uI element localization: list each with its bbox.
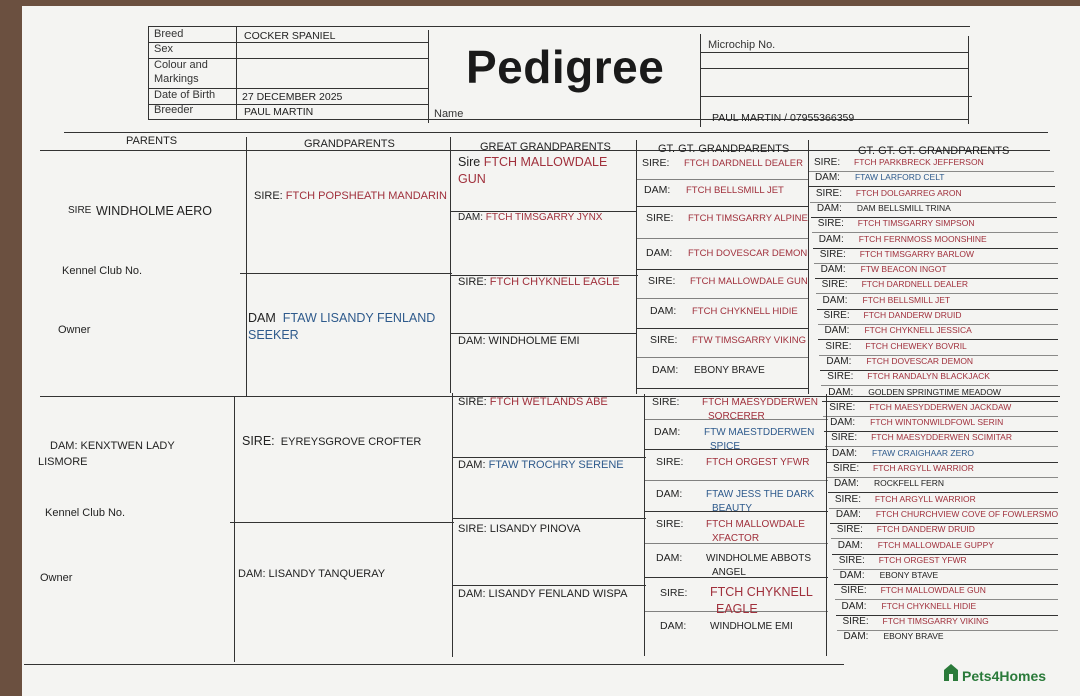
- brand-name: Pets4Homes: [962, 668, 1047, 684]
- great-row-divider: [450, 333, 636, 334]
- gt-gt-gt-grandparent-entry: DAM: FTCH MALLOWDALE GUPPY: [837, 539, 994, 551]
- gt-gt-gt-grandparent-entry: DAM: EBONY BTAVE: [839, 570, 939, 582]
- gt-gt-grandparent-entry-line-2: XFACTOR: [712, 533, 760, 544]
- dam-kennel-club-label: Kennel Club No.: [45, 507, 126, 519]
- owner-contact: PAUL MARTIN / 07955366359: [712, 112, 855, 124]
- gt-gt-grandparent-entry-line-2: EAGLE: [716, 602, 758, 616]
- gt-gt-gt-grandparent-entry: SIRE: FTCH CHEWEKY BOVRIL: [825, 340, 967, 352]
- gt-gt-grandparent-entry: SIRE: FTW TIMSGARRY VIKING: [650, 334, 807, 346]
- dob-label: Date of Birth: [154, 89, 216, 101]
- dob-value: 27 DECEMBER 2025: [242, 91, 343, 103]
- gt-gt-grandparent-entry: SIRE: FTCH MALLOWDALE: [656, 518, 805, 530]
- column-divider: [450, 137, 451, 393]
- gt-gt-gt-grandparent-entry: DAM: ROCKFELL FERN: [833, 478, 944, 490]
- col-header-parents: PARENTS: [126, 135, 178, 147]
- gt-gt-gt-grandparent-entry: SIRE: FTCH DANDERW DRUID: [836, 524, 975, 536]
- gt-gt-gt-grandparent-entry: DAM: EBONY BRAVE: [843, 631, 944, 643]
- breed-value: COCKER SPANIEL: [244, 30, 336, 42]
- gt-gt-grandparent-entry: DAM: FTAW JESS THE DARK: [656, 488, 815, 500]
- header-title-right-border: [700, 34, 701, 127]
- dam-owner-label: Owner: [40, 572, 73, 584]
- column-divider: [808, 140, 809, 394]
- header-row-line: [700, 68, 968, 69]
- header-right-border: [968, 36, 969, 124]
- gt-gt-gt-grandparent-entry: SIRE: FTCH MAESYDDERWEN JACKDAW: [829, 401, 1012, 413]
- gt-gt-grandparent-entry: DAM: FTCH CHYKNELL HIDIE: [650, 305, 798, 317]
- gt-gt-grandparent-entry: SIRE: FTCH ORGEST YFWR: [656, 456, 810, 468]
- table-top-border: [64, 132, 1048, 133]
- column-divider: [452, 393, 453, 657]
- column-divider: [826, 394, 827, 656]
- great-grandparent-6: DAM: FTAW TROCHRY SERENE: [458, 459, 624, 471]
- col-header-gtgt: GT. GT. GRANDPARENTS: [658, 143, 790, 155]
- great-grandparent-7: SIRE: LISANDY PINOVA: [458, 523, 581, 535]
- gt-gt-grandparent-entry: DAM: EBONY BRAVE: [652, 364, 765, 376]
- gt-gt-gt-grandparent-entry: SIRE: FTCH MAESYDDERWEN SCIMITAR: [831, 432, 1012, 444]
- gt-gt-grandparent-entry: SIRE: FTCH MALLOWDALE GUN: [648, 275, 808, 287]
- great-grandparent-1: Sire FTCH MALLOWDALE: [458, 155, 608, 169]
- gtgt-row-divider: [636, 238, 808, 239]
- gt-gt-gt-grandparent-entry: SIRE: FTCH ORGEST YFWR: [838, 554, 967, 566]
- col-header-great: GREAT GRANDPARENTS: [480, 141, 611, 153]
- gt-gt-grandparent-entry: DAM: WINDHOLME ABBOTS: [656, 552, 812, 564]
- colour-label: Colour and: [154, 59, 208, 71]
- name-label: Name: [434, 108, 464, 120]
- grandparent-1: SIRE: FTCH POPSHEATH MANDARIN: [254, 190, 447, 202]
- gt-gt-grandparent-entry: SIRE: FTCH CHYKNELL: [660, 585, 813, 599]
- gt-gt-gt-grandparent-entry: DAM: FTAW LARFORD CELT: [814, 172, 945, 184]
- great-grandparent-5: SIRE: FTCH WETLANDS ABE: [458, 396, 608, 408]
- gtgt-row-divider: [644, 480, 828, 481]
- gt-gt-gt-grandparent-entry: SIRE: FTCH ARGYLL WARRIOR: [834, 493, 976, 505]
- great-grandparent-8: DAM: LISANDY FENLAND WISPA: [458, 588, 628, 600]
- sire-name: WINDHOLME AERO: [96, 204, 212, 218]
- gt-gt-grandparent-entry: DAM: WINDHOLME EMI: [660, 620, 793, 632]
- gtgt-row-divider: [636, 388, 808, 389]
- header-left-border: [148, 26, 149, 120]
- grandparent-divider: [230, 522, 454, 523]
- gt-gt-gt-grandparent-entry: SIRE: FTCH TIMSGARRY BARLOW: [819, 248, 974, 260]
- gt-gt-grandparent-entry: SIRE: FTCH DARDNELL DEALER: [642, 157, 803, 169]
- gt-gt-gt-grandparent-entry: DAM: FTCH WINTONWILDFOWL SERIN: [830, 417, 1004, 429]
- sire-kennel-club-label: Kennel Club No.: [62, 265, 143, 277]
- gt-gt-gt-grandparent-entry: DAM: FTCH BELLSMILL JET: [822, 294, 951, 306]
- gt-gt-gt-grandparent-entry: DAM: FTCH FERNMOSS MOONSHINE: [818, 233, 987, 245]
- gt-gt-gt-grandparent-entry: DAM: FTCH CHYKNELL HIDIE: [841, 600, 977, 612]
- gt-gt-gt-grandparent-entry: SIRE: FTCH DANDERW DRUID: [823, 310, 962, 321]
- breeder-value: PAUL MARTIN: [244, 106, 314, 118]
- gt-gt-grandparent-entry: DAM: FTCH DOVESCAR DEMON: [646, 247, 808, 259]
- gt-gt-gt-grandparent-entry: DAM: FTCH DOVESCAR DEMON: [826, 355, 974, 367]
- pets4homes-logo-icon: [942, 662, 960, 682]
- gt-gt-gt-grandparent-entry: SIRE: FTCH ARGYLL WARRIOR: [833, 463, 974, 474]
- grandparent-3: SIRE: EYREYSGROVE CROFTER: [242, 434, 422, 448]
- grandparent-4: DAM: LISANDY TANQUERAY: [238, 568, 386, 580]
- sire-prefix: SIRE: [68, 205, 92, 216]
- gt-gt-grandparent-entry-line-2: BEAUTY: [712, 503, 753, 514]
- gt-gt-gt-grandparent-entry: DAM: DAM BELLSMILL TRINA: [816, 202, 951, 214]
- great-grandparent-2: DAM: FTCH TIMSGARRY JYNX: [458, 212, 603, 223]
- microchip-label: Microchip No.: [708, 39, 776, 51]
- header-row-line: [700, 52, 968, 53]
- dam-name-line-1: DAM: KENXTWEN LADY: [50, 440, 175, 452]
- header-title-left-border: [428, 30, 429, 123]
- gtgt-row-divider: [636, 269, 808, 270]
- page-title: Pedigree: [466, 41, 665, 93]
- grandparent-2-line-2: SEEKER: [248, 328, 299, 342]
- gtgt-row-divider: [636, 179, 808, 180]
- gt-gt-gt-grandparent-entry: SIRE: FTCH TIMSGARRY VIKING: [842, 616, 989, 627]
- gt-gt-gt-grandparent-entry: SIRE: FTCH PARKBRECK JEFFERSON: [814, 157, 984, 168]
- great-grandparent-4: DAM: WINDHOLME EMI: [458, 335, 580, 347]
- breed-label: Breed: [154, 28, 184, 40]
- gt-gt-gt-grandparent-entry: DAM: FTCH CHYKNELL JESSICA: [824, 325, 972, 337]
- gt-gt-gt-grandparent-entry: DAM: GOLDEN SPRINGTIME MEADOW: [828, 386, 1001, 398]
- gt-gt-gt-grandparent-entry: DAM: FTCH CHURCHVIEW COVE OF FOWLERSMO: [835, 508, 1059, 520]
- dam-name-line-2: LISMORE: [38, 456, 88, 468]
- gt-gt-gt-grandparent-entry: SIRE: FTCH DARDNELL DEALER: [821, 279, 969, 291]
- col-header-gtgtgt: GT. GT. GT. GRANDPARENTS: [858, 145, 1010, 157]
- great-grandparent-1-line-2: GUN: [458, 172, 486, 186]
- sire-owner-label: Owner: [58, 324, 91, 336]
- sex-label: Sex: [154, 43, 173, 55]
- great-row-divider: [452, 457, 646, 458]
- table-bottom-border: [24, 664, 844, 665]
- gt-gt-gt-grandparent-entry: DAM: FTW BEACON INGOT: [820, 264, 947, 276]
- grandparent-divider: [240, 273, 452, 274]
- gt-gt-gt-grandparent-entry: SIRE: FTCH RANDALYN BLACKJACK: [827, 371, 990, 383]
- gtgt-row-divider: [636, 357, 808, 358]
- column-divider: [644, 394, 645, 656]
- gt-gt-gt-grandparent-entry: DAM: FTAW CRAIGHAAR ZERO: [832, 447, 975, 459]
- great-grandparent-3: SIRE: FTCH CHYKNELL EAGLE: [458, 276, 620, 288]
- gt-gt-grandparent-entry: SIRE: FTCH MAESYDDERWEN: [652, 396, 818, 408]
- header-label-divider: [236, 26, 237, 120]
- breeder-label: Breeder: [154, 104, 194, 116]
- great-row-divider: [452, 585, 646, 586]
- gtgt-row-divider: [636, 206, 808, 207]
- col-header-grandparents: GRANDPARENTS: [304, 138, 395, 150]
- gt-gt-gt-grandparent-entry: SIRE: FTCH TIMSGARRY SIMPSON: [817, 218, 975, 230]
- gt-gt-gt-grandparent-entry: SIRE: FTCH MALLOWDALE GUN: [840, 585, 986, 597]
- gt-gt-grandparent-entry-line-2: SPICE: [710, 441, 741, 452]
- great-row-divider: [452, 518, 646, 519]
- gt-gt-grandparent-entry: DAM: FTW MAESTDDERWEN: [654, 426, 815, 438]
- header-top-border: [148, 26, 970, 27]
- header-row-line: [148, 42, 428, 43]
- gt-gt-grandparent-entry: DAM: FTCH BELLSMILL JET: [644, 184, 784, 196]
- grandparent-2: DAM FTAW LISANDY FENLAND: [248, 311, 436, 325]
- gt-gt-grandparent-entry: SIRE: FTCH TIMSGARRY ALPINE: [646, 212, 808, 224]
- gt-gt-grandparent-entry-line-2: SORCERER: [708, 411, 765, 422]
- header-row-line: [700, 96, 972, 97]
- markings-label: Markings: [154, 73, 199, 85]
- column-divider: [246, 137, 247, 397]
- gt-gt-gt-grandparent-entry: SIRE: FTCH DOLGARREG ARON: [815, 187, 962, 199]
- gt-gt-grandparent-entry-line-2: ANGEL: [712, 567, 746, 578]
- gtgt-row-divider: [636, 328, 808, 329]
- column-divider: [234, 396, 235, 662]
- gtgt-row-divider: [636, 298, 808, 299]
